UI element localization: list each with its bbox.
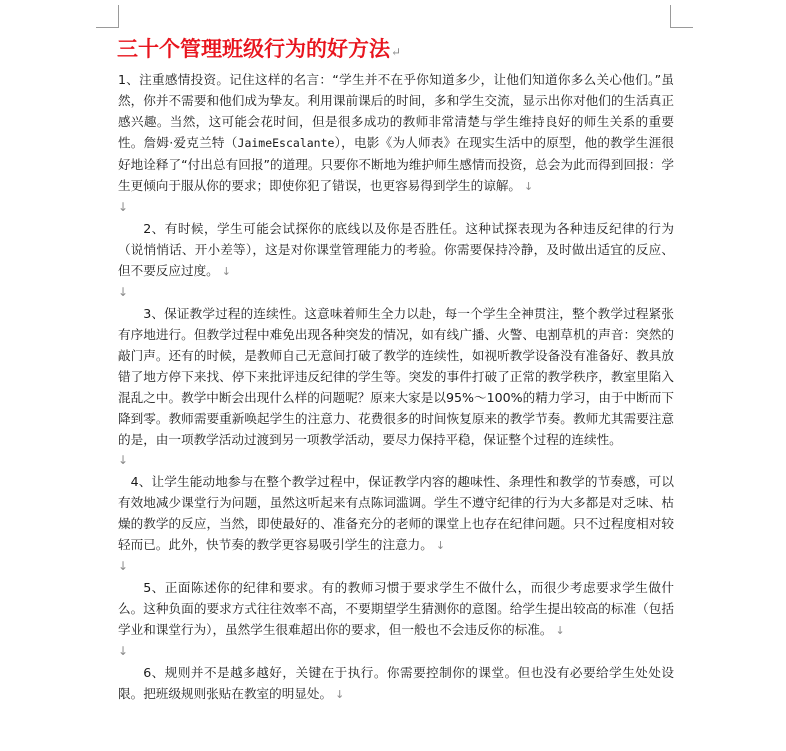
empty-line	[118, 282, 674, 303]
line-break-icon: ↓	[335, 688, 345, 701]
line-break-icon: ↓	[118, 200, 129, 214]
empty-line	[118, 641, 674, 662]
paragraph-5: 5、正面陈述你的纪律和要求。有的教师习惯于要求学生不做什么，而很少考虑要求学生做什么。这种负面的要求方式往往效率不高，不要期望学生猜测你的意图。给学生提出较高的标准（包括学业和课堂行为），虽然学生很难超出你的要求，但一般也不会违反你的标准。 ↓	[118, 580, 674, 637]
line-break-icon: ↓	[221, 265, 231, 278]
empty-line	[118, 450, 674, 471]
line-break-icon: ↓	[435, 539, 446, 552]
crop-mark-top-right	[670, 5, 693, 28]
paragraph-4: 4、让学生能动地参与在整个教学过程中，保证教学内容的趣味性、条理性和教学的节奏感，可以有效地减少课堂行为问题，虽然这听起来有点陈词滥调。学生不遵守纪律的行为大多都是对乏味、枯燥的教学的反应，当然，即使最好的、准备充分的老师的课堂上也存在纪律问题。只不过程度相对较轻而已。此外，快节奏的教学更容易吸引学生的注意力。 ↓	[118, 474, 674, 552]
line-break-icon: ↓	[524, 180, 534, 193]
line-break-icon: ↓	[118, 453, 129, 467]
empty-line	[118, 556, 674, 577]
paragraph-3: 3、保证教学过程的连续性。这意味着师生全力以赴，每一个学生全神贯注，整个教学过程紧张有序地进行。但教学过程中难免出现各种突发的情况，如有线广播、火警、电割草机的声音：突然的敲门声。还有的时候，是教师自己无意间打破了教学的连续性，如视听教学设备没有准备好、教具放错了地方停下来找、停下来批评违反纪律的学生等。突发的事件打破了正常的教学秩序，教室里陷入混乱之中。教学中断会出现什么样的问题呢？原来大家是以95%～100%的精力学习，由于中断而下降到零。教师需要重新唤起学生的注意力、花费很多的时间恢复原来的教学节奏。教师尤其需要注意的是，由一项教学活动过渡到另一项教学活动，要尽力保持平稳，保证整个过程的连续性。	[118, 306, 674, 447]
document-title: 三十个管理班级行为的好方法↵	[117, 36, 402, 61]
line-break-icon: ↓	[555, 624, 565, 637]
paragraph-1: 1、注重感情投资。记住这样的名言：“学生并不在乎你知道多少，让他们知道你多么关心他们。”虽然，你并不需要和他们成为挚友。利用课前课后的时间，多和学生交流，显示出你对他们的生活真正感兴趣。当然，这可能会花时间，但是很多成功的教师非常清楚与学生维持良好的师生关系的重要性。詹姆·爱克兰特（JaimeEscalante），电影《为人师表》在现实生活中的原型，他的教学生涯很好地诠释了“付出总有回报”的道理。只要你不断地为维护师生感情而投资，总会为此而得到回报：学生更倾向于服从你的要求；即使你犯了错误，也更容易得到学生的谅解。 ↓	[118, 72, 674, 193]
name-latin: JaimeEscalante	[237, 136, 335, 150]
line-break-icon: ↓	[118, 644, 129, 658]
crop-mark-top-left	[96, 5, 119, 28]
paragraph-6: 6、规则并不是越多越好，关键在于执行。你需要控制你的课堂。但也没有必要给学生处处设限。把班级规则张贴在教室的明显处。 ↓	[118, 665, 674, 701]
document-body[interactable]	[118, 34, 674, 705]
empty-line	[118, 197, 674, 218]
line-break-icon: ↓	[118, 285, 129, 299]
paragraph-mark-icon: ↵	[391, 45, 402, 59]
paragraph-2: 2、有时候，学生可能会试探你的底线以及你是否胜任。这种试探表现为各种违反纪律的行为（说悄悄话、开小差等），这是对你课堂管理能力的考验。你需要保持冷静，及时做出适宜的反应、但不要反应过度。 ↓	[118, 221, 674, 278]
line-break-icon: ↓	[118, 559, 129, 573]
